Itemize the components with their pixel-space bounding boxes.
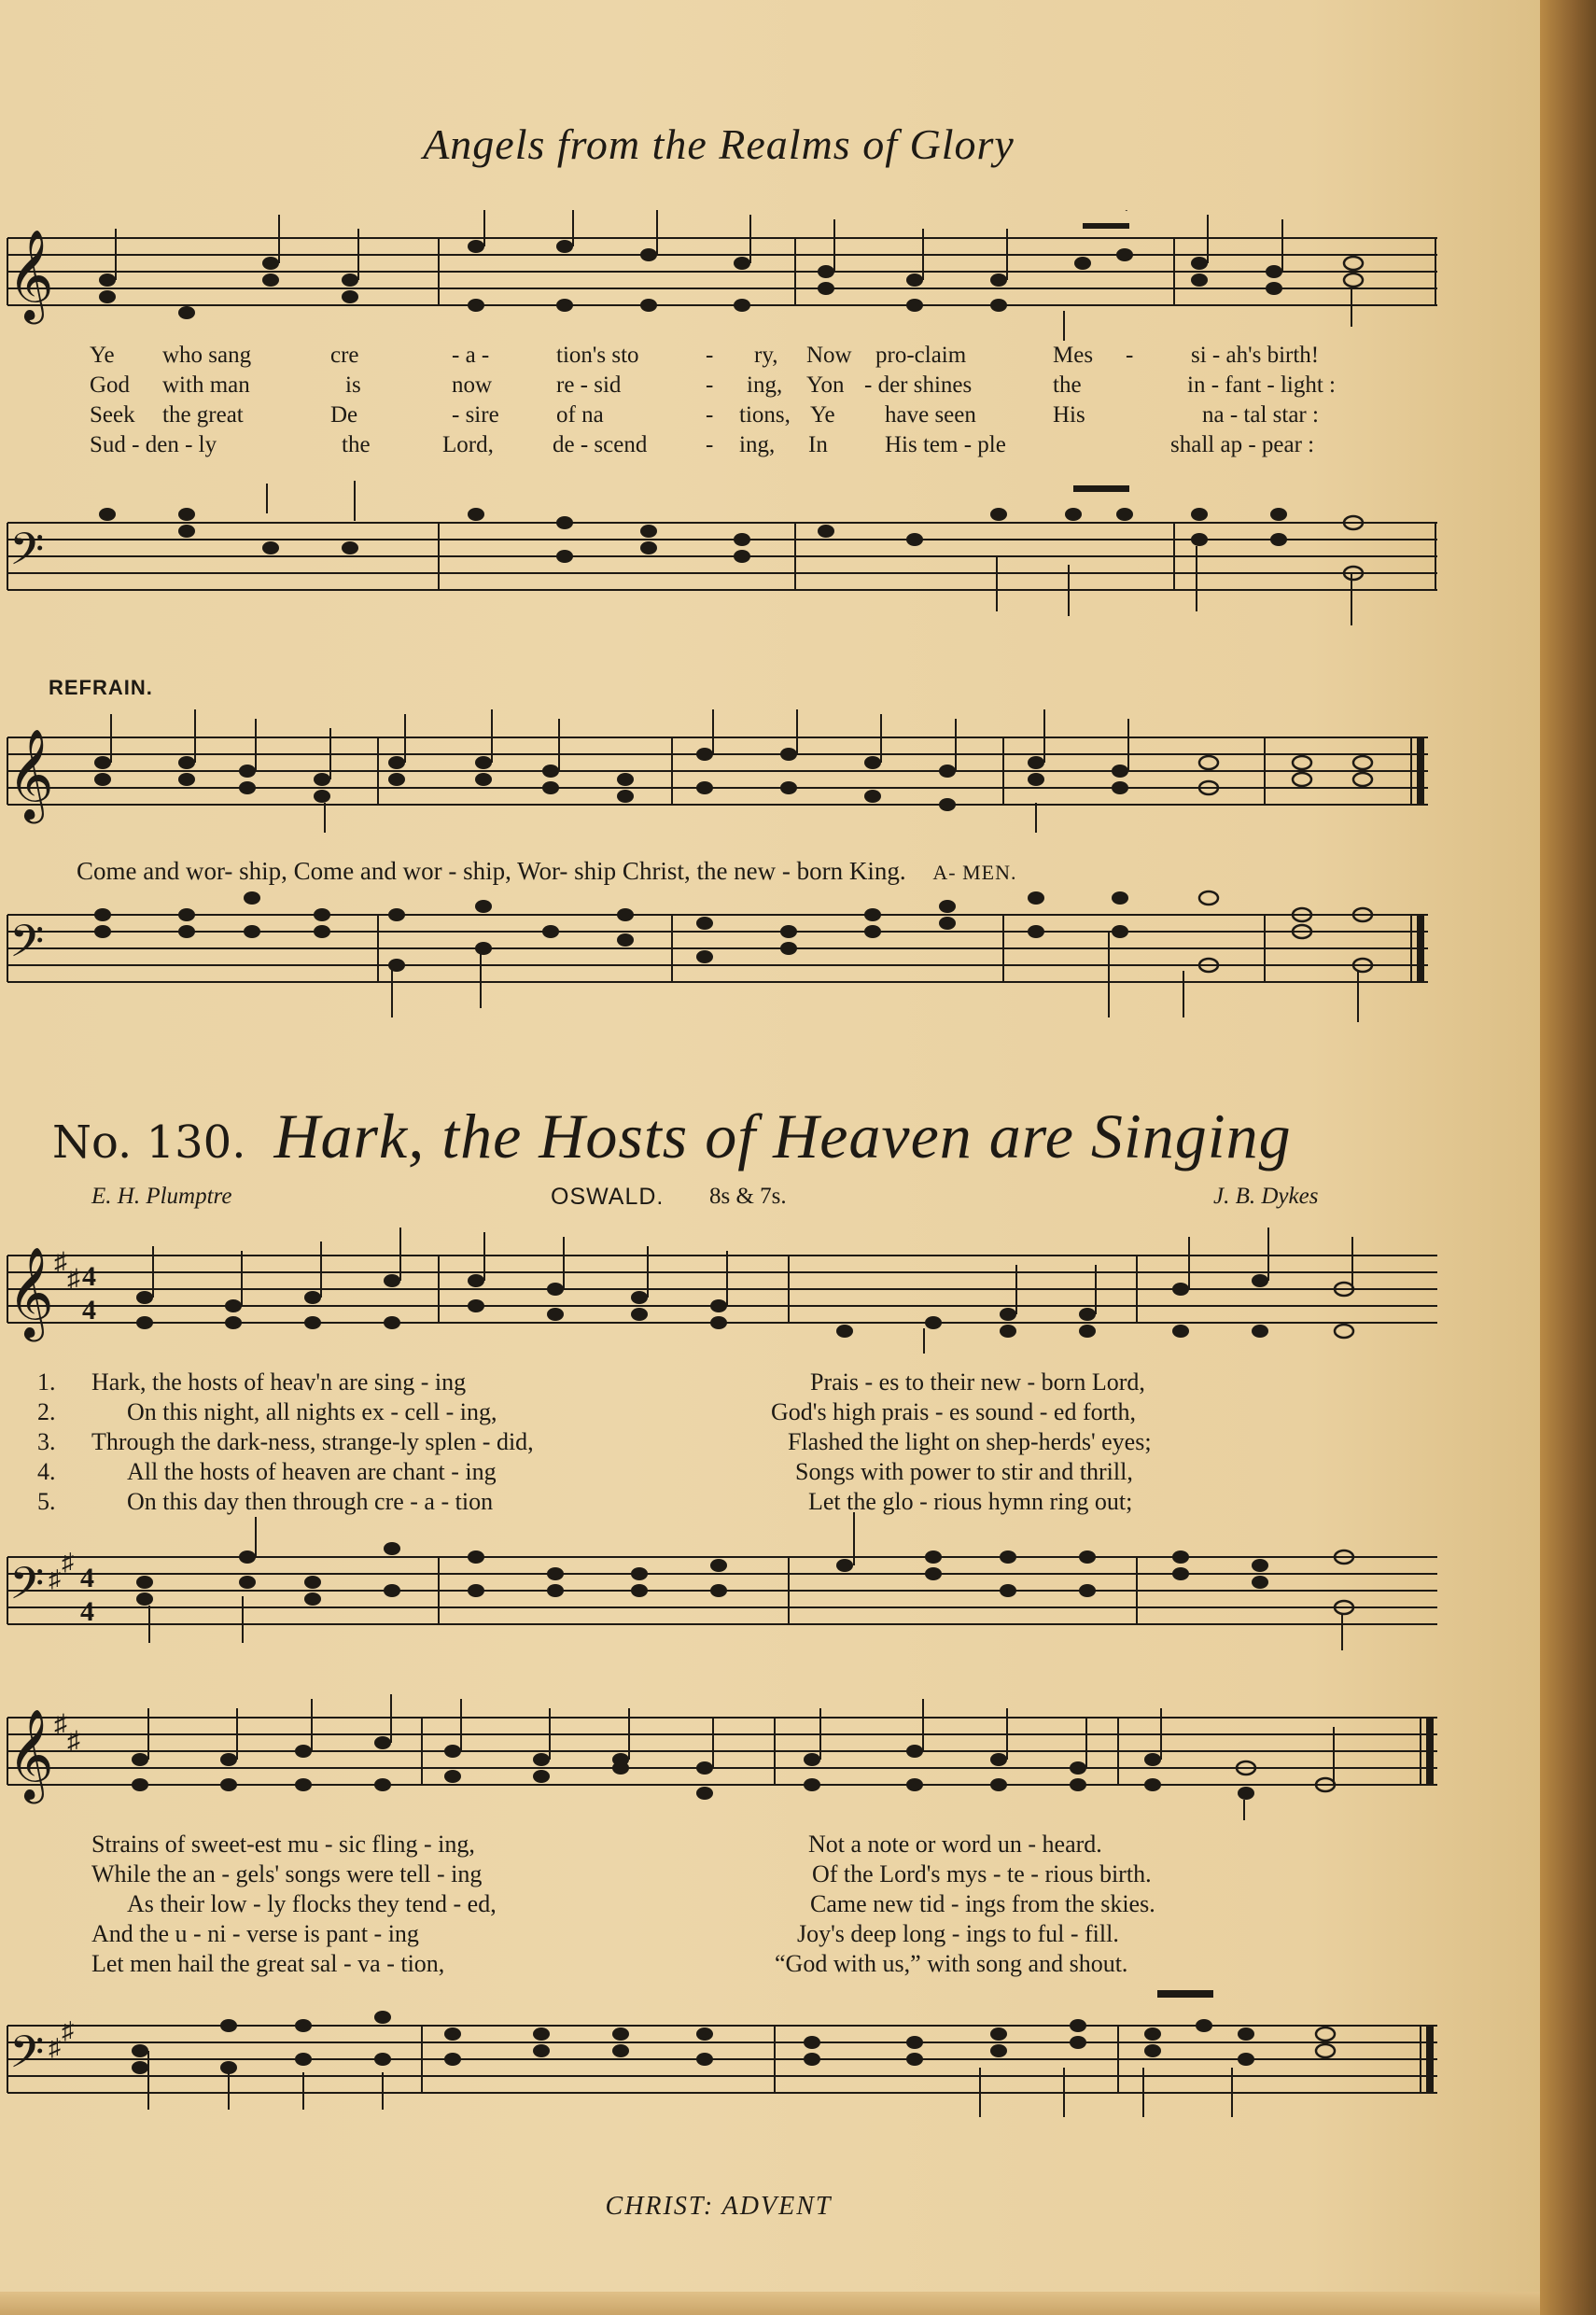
svg-text:♯: ♯ — [54, 1248, 67, 1277]
verse-first-half: While the an - gels' songs were tell - ing — [91, 1860, 483, 1887]
lyric-syllable: - — [706, 372, 714, 398]
svg-text:𝄞: 𝄞 — [7, 229, 54, 320]
svg-text:𝄢: 𝄢 — [9, 1557, 45, 1620]
svg-text:𝄞: 𝄞 — [7, 1246, 54, 1338]
verse-second-half: Songs with power to stir and thrill, — [795, 1458, 1133, 1485]
lyric-syllable: in - fant - light : — [1187, 372, 1336, 398]
verse-line — [90, 341, 1424, 371]
verse-second-half: Joy's deep long - ings to ful - fill. — [797, 1920, 1119, 1947]
tune-name: OSWALD. — [551, 1184, 665, 1210]
svg-text:4: 4 — [80, 1596, 94, 1627]
bass-staff-refrain — [0, 887, 1456, 1027]
meter: 8s & 7s. — [709, 1184, 787, 1209]
verse-row — [91, 1889, 1426, 1919]
svg-text:4: 4 — [82, 1295, 96, 1326]
hymn-credits — [0, 1184, 1437, 1215]
lyric-syllable: Yon — [806, 372, 845, 398]
lyric-syllable: De — [330, 402, 358, 428]
page-edge-shadow — [1540, 0, 1596, 2315]
verse-second-half: Prais - es to their new - born Lord, — [810, 1368, 1145, 1396]
lyric-syllable: si - ah's birth! — [1191, 343, 1320, 368]
verse-row — [91, 1949, 1426, 1979]
svg-text:♯: ♯ — [54, 1710, 67, 1739]
verse-row — [37, 1397, 1426, 1427]
verse-first-half: And the u - ni - verse is pant - ing — [91, 1920, 419, 1947]
hymn-heading — [52, 1100, 1292, 1173]
author-credit: E. H. Plumptre — [91, 1184, 232, 1209]
lyric-syllable: God — [90, 372, 131, 398]
verse-first-half: As their low - ly flocks they tend - ed, — [127, 1890, 497, 1917]
lyric-syllable: have seen — [885, 402, 976, 428]
hymn-verses-part2 — [91, 1830, 1426, 1979]
lyric-syllable: with man — [162, 372, 250, 398]
lyric-syllable: ing, — [739, 432, 776, 457]
lyric-syllable: Lord, — [442, 432, 494, 457]
svg-text:♯: ♯ — [67, 1727, 80, 1756]
verse-row — [91, 1919, 1426, 1949]
running-title: Angels from the Realms of Glory — [423, 120, 1015, 168]
svg-text:𝄢: 𝄢 — [9, 523, 45, 586]
page-bottom-edge — [0, 2292, 1540, 2315]
verse-first-half: Let men hail the great sal - va - tion, — [91, 1950, 445, 1977]
lyric-syllable: re - sid — [556, 372, 622, 398]
bass-staff-130b — [0, 1979, 1456, 2119]
lyric-syllable: now — [452, 372, 493, 398]
refrain-label: REFRAIN. — [49, 676, 153, 699]
lyric-syllable: - — [706, 432, 714, 457]
hymn-verses-part1 — [37, 1368, 1426, 1517]
svg-text:𝄢: 𝄢 — [9, 2026, 45, 2089]
lyric-syllable: - — [706, 402, 714, 428]
lyric-syllable: tions, — [739, 402, 791, 428]
svg-text:♯: ♯ — [67, 1265, 80, 1294]
svg-text:𝄞: 𝄞 — [7, 1708, 54, 1800]
lyric-syllable: shall ap - pear : — [1170, 432, 1315, 457]
lyric-syllable: His tem - ple — [885, 432, 1006, 457]
lyric-syllable: - — [1126, 343, 1134, 368]
verse-number: 1. — [37, 1368, 56, 1396]
verse-row — [91, 1830, 1426, 1859]
lyric-syllable: the — [342, 432, 371, 457]
verse-second-half: Let the glo - rious hymn ring out; — [808, 1488, 1133, 1515]
verse-first-half: Strains of sweet-est mu - sic fling - ing, — [91, 1831, 475, 1858]
lyric-syllable: na - tal star : — [1202, 402, 1319, 428]
lyric-syllable: - sire — [452, 402, 499, 428]
treble-staff-1 — [0, 210, 1456, 341]
verse-second-half: Flashed the light on shep-herds' eyes; — [788, 1428, 1152, 1455]
verse-number: 3. — [37, 1428, 56, 1455]
verse-number: 4. — [37, 1458, 56, 1485]
lyric-syllable: ry, — [754, 343, 778, 368]
verse-row — [37, 1427, 1426, 1457]
lyric-syllable: Ye — [810, 402, 835, 428]
verse-first-half: On this night, all nights ex - cell - ing, — [127, 1398, 497, 1425]
svg-text:𝄞: 𝄞 — [7, 728, 54, 820]
lyric-syllable: of na — [556, 402, 604, 428]
lyric-syllable: - a - — [452, 343, 490, 368]
lyric-syllable: de - scend — [553, 432, 648, 457]
svg-text:♯: ♯ — [62, 2017, 74, 2044]
bass-staff-130a — [0, 1512, 1456, 1652]
verse-number: 5. — [37, 1488, 56, 1515]
verse-second-half: Came new tid - ings from the skies. — [810, 1890, 1155, 1917]
treble-staff-130a — [0, 1228, 1456, 1358]
verse-first-half: All the hosts of heaven are chant - ing — [127, 1458, 497, 1485]
verse-second-half: God's high prais - es sound - ed forth, — [771, 1398, 1137, 1425]
hymn-title: Hark, the Hosts of Heaven are Singing — [273, 1101, 1292, 1172]
svg-text:𝄢: 𝄢 — [9, 915, 45, 978]
refrain-lyrics — [77, 857, 1402, 886]
lyric-syllable: - — [706, 343, 714, 368]
verse-row — [37, 1368, 1426, 1397]
bass-staff-1 — [0, 476, 1456, 635]
verse-line — [90, 430, 1424, 460]
svg-text:4: 4 — [82, 1261, 96, 1292]
amen-text: A- MEN. — [932, 861, 1017, 884]
verse-second-half: Not a note or word un - heard. — [808, 1831, 1102, 1858]
treble-staff-130b — [0, 1690, 1456, 1820]
verse-line — [90, 371, 1424, 400]
verse-first-half: Through the dark-ness, strange-ly splen - did, — [91, 1428, 534, 1455]
lyric-syllable: pro-claim — [875, 343, 967, 368]
verse-row — [91, 1859, 1426, 1889]
lyric-syllable: Now — [806, 343, 852, 368]
hymn-number: No. 130. — [52, 1116, 246, 1169]
lyric-syllable: is — [345, 372, 361, 398]
lyric-syllable: Mes — [1053, 343, 1094, 368]
svg-text:♯: ♯ — [49, 1565, 61, 1592]
refrain-text: Come and wor- ship, Come and wor - ship, Wor- ship Christ, the new - born King. — [77, 857, 906, 885]
lyric-syllable: the — [1053, 372, 1082, 398]
verse-row — [37, 1457, 1426, 1487]
lyric-syllable: In — [808, 432, 828, 457]
verse-line — [90, 400, 1424, 430]
treble-staff-refrain — [0, 709, 1456, 840]
verse-second-half: Of the Lord's mys - te - rious birth. — [812, 1860, 1152, 1887]
composer-credit: J. B. Dykes — [1213, 1184, 1319, 1209]
lyric-syllable: cre — [330, 343, 359, 368]
lyric-syllable: the great — [162, 402, 244, 428]
lyric-syllable: who sang — [162, 343, 252, 368]
verse-second-half: “God with us,” with song and shout. — [775, 1950, 1128, 1977]
lyric-syllable: Ye — [90, 343, 115, 368]
svg-text:♯: ♯ — [62, 1549, 74, 1576]
svg-text:4: 4 — [80, 1563, 94, 1593]
lyric-syllable: Seek — [90, 402, 135, 428]
lyric-syllable: ing, — [747, 372, 783, 398]
lyric-syllable: Sud - den - ly — [90, 432, 217, 457]
verse-first-half: On this day then through cre - a - tion — [127, 1488, 494, 1515]
verse-first-half: Hark, the hosts of heav'n are sing - ing — [91, 1368, 467, 1396]
verse-lyrics-1 — [90, 341, 1424, 460]
lyric-syllable: tion's sto — [556, 343, 639, 368]
verse-number: 2. — [37, 1398, 56, 1425]
svg-text:♯: ♯ — [49, 2034, 61, 2061]
lyric-syllable: His — [1053, 402, 1085, 428]
section-footer: CHRIST: ADVENT — [605, 2192, 833, 2221]
lyric-syllable: - der shines — [864, 372, 973, 398]
